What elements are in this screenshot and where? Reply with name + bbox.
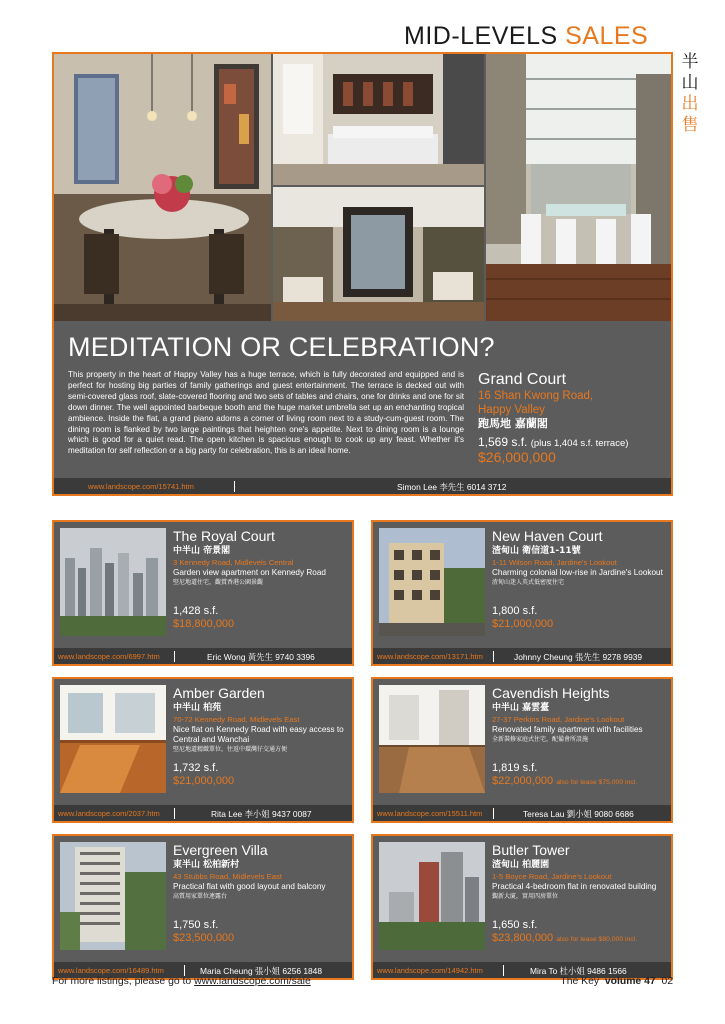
feature-headline: MEDITATION OR CELEBRATION? (68, 332, 495, 362)
listing-size: 1,650 s.f. (492, 919, 538, 931)
listing-agent: Eric Wong 黃先生 9740 3396 (207, 652, 315, 662)
feature-size-note: (plus 1,404 s.f. terrace) (530, 438, 629, 449)
feature-listing (52, 52, 673, 496)
listing-price-line (173, 932, 234, 944)
listing-price-line (492, 618, 553, 630)
footer-divider (174, 808, 175, 819)
listing-chinese-name: 中半山 嘉雲臺 (492, 703, 550, 713)
feature-size-line (478, 435, 663, 449)
listing-photo (60, 528, 166, 636)
listing-photo (379, 528, 485, 636)
publication-info (560, 976, 673, 987)
listing-name: Butler Tower (492, 842, 570, 858)
more-listings-note (52, 976, 311, 987)
listing-chinese-description: 覲新大廈，實用四房單位 (492, 893, 559, 900)
listing-url-link[interactable]: www.landscope.com/16489.htm (58, 966, 164, 975)
listing-url-link[interactable]: www.landscope.com/6997.htm (58, 652, 160, 661)
listing-name: New Haven Court (492, 528, 603, 544)
listing-photo (60, 685, 166, 793)
listing-footer-bar (373, 648, 671, 664)
listing-chinese-name: 渣甸山 柏麗園 (492, 860, 550, 870)
feature-name: Grand Court (478, 371, 567, 388)
listing-card (371, 834, 673, 980)
listing-agent: Mira To 杜小姐 9486 1566 (530, 966, 627, 976)
listing-url-link[interactable]: www.landscope.com/13171.htm (377, 652, 483, 661)
section-title-dark: MID-LEVELS (404, 22, 558, 50)
listing-card (371, 677, 673, 823)
listing-price: $21,000,000 (492, 618, 554, 630)
section-title (404, 22, 648, 51)
listing-address: 27-37 Perkins Road, Jardine's Lookout (492, 715, 625, 724)
more-listings-text: For more listings, please go to (52, 976, 192, 987)
listing-address: 3 Kennedy Road, Midlevels Central (173, 558, 294, 567)
listing-chinese-description: 堅尼地道住宅，觀賞香港公園景觀 (173, 579, 264, 586)
listing-chinese-description: 渣甸山迷人英式低密度住宅 (492, 579, 565, 586)
side-chinese-title (679, 52, 701, 136)
listing-size: 1,819 s.f. (492, 762, 538, 774)
section-title-orange: SALES (565, 22, 649, 50)
listing-info (492, 528, 672, 588)
listing-card (52, 677, 354, 823)
listing-info (173, 842, 353, 902)
listing-card (52, 520, 354, 666)
listing-chinese-name: 中半山 帝景閣 (173, 546, 231, 556)
listing-agent: Maria Cheung 張小姐 6256 1848 (200, 966, 322, 976)
listing-url-link[interactable]: www.landscope.com/15511.htm (377, 809, 483, 818)
listing-description: Charming colonial low-rise in Jardine's Lookout (492, 568, 663, 577)
listing-agent: Johnny Cheung 張先生 9278 9939 (514, 652, 643, 662)
listing-description: Practical 4-bedroom flat in renovated building (492, 882, 657, 891)
listing-card (52, 834, 354, 980)
listing-price-line (173, 618, 234, 630)
listing-description: Nice flat on Kennedy Road with easy access to Central and Wanchai (173, 725, 344, 744)
feature-address-line2: Happy Valley (478, 404, 545, 416)
listing-photo (379, 842, 485, 950)
listing-info (173, 528, 353, 588)
listing-footer-bar (373, 805, 671, 821)
listing-name: Cavendish Heights (492, 685, 610, 701)
feature-chinese-name: 跑馬地 嘉蘭閣 (478, 417, 548, 430)
listing-name: Amber Garden (173, 685, 265, 701)
listing-chinese-name: 渣甸山 衛信道1-11號 (492, 546, 581, 556)
feature-size: 1,569 s.f. (478, 435, 528, 449)
listing-size: 1,750 s.f. (173, 919, 219, 931)
listing-footer-bar (54, 648, 352, 664)
listing-chinese-description: 堅尼地道精緻單位，往返中環灣仔交通方便 (173, 746, 288, 753)
terrace-dining-photo (486, 54, 671, 321)
feature-agent: Simon Lee 李先生 6014 3712 (397, 482, 507, 492)
listing-price: $18,800,000 (173, 618, 235, 630)
listing-price-line (492, 775, 637, 787)
footer-divider (503, 965, 504, 976)
publication-name: The Key (560, 976, 600, 987)
listing-info (492, 685, 672, 745)
listing-price: $23,500,000 (173, 932, 235, 944)
listing-chinese-description: 高質用家單位連露台 (173, 893, 228, 900)
listing-chinese-name: 中半山 柏苑 (173, 703, 222, 713)
listing-address: 43 Stubbs Road, Midlevels East (173, 872, 282, 881)
listing-description: Practical flat with good layout and balcony (173, 882, 326, 891)
footer-divider (174, 651, 175, 662)
listing-footer-bar (54, 805, 352, 821)
listing-name: The Royal Court (173, 528, 275, 544)
feature-address-line1: 16 Shan Kwong Road, (478, 390, 594, 402)
listing-photo (379, 685, 485, 793)
feature-details (478, 370, 663, 466)
listing-size: 1,800 s.f. (492, 605, 538, 617)
listing-card (371, 520, 673, 666)
listing-chinese-name: 東半山 松柏新村 (173, 860, 240, 870)
page-number: 02 (661, 976, 673, 987)
feature-description: This property in the heart of Happy Valley has a huge terrace, which is fully decorated and equipped and is perfect for hosting big parties of family gatherings and guest entertainment. The terrace is decked out with semi-covered glass roof, slate-covered flooring and two sets of tables and chairs, one for drinks and one for sit down dinner. The well appointed barbeque booth and the huge market umbrella set up an enchanting tropical ambience. Inside the flat, a grand piano adorns a corner of living room next to a study-cum-guest room. The dining room is flanked by two large paintings that heighten one's appetite. Next to dining room is a lounge which is good for a quiet read. The open kitchen is spacious enough to cook up any feast. Whether it's meditation for self reflection or a big party for celebration, this is an ideal home. (68, 370, 464, 456)
listing-price-line (173, 775, 234, 787)
listing-lease-note: also for lease $80,000 incl. (556, 936, 638, 943)
footer-divider (184, 965, 185, 976)
listing-chinese-description: 全新裝修家庭式住宅，配備會所設施 (492, 736, 589, 743)
listing-name: Evergreen Villa (173, 842, 268, 858)
listing-lease-note: also for lease $75,000 incl. (556, 779, 638, 786)
feature-url-link[interactable]: www.landscope.com/15741.htm (88, 482, 194, 491)
feature-footer-bar (54, 478, 671, 494)
footer-divider (493, 808, 494, 819)
listing-price: $21,000,000 (173, 775, 235, 787)
listing-size: 1,428 s.f. (173, 605, 219, 617)
feature-price: $26,000,000 (478, 449, 556, 465)
listing-address: 70-72 Kennedy Road, Midlevels East (173, 715, 300, 724)
listing-price-line (492, 932, 637, 944)
listing-price: $23,800,000 (492, 932, 554, 944)
listing-info (492, 842, 672, 902)
footer-divider (234, 481, 235, 492)
side-chinese-dark: 半山 (681, 52, 699, 93)
dining-room-photo (54, 54, 271, 321)
terrace-view-photo (273, 187, 484, 321)
footer-divider (493, 651, 494, 662)
listing-agent: Rita Lee 李小姐 9437 0087 (211, 809, 312, 819)
listing-info (173, 685, 353, 755)
listing-photo (60, 842, 166, 950)
listing-size: 1,732 s.f. (173, 762, 219, 774)
listing-address: 1-5 Boyce Road, Jardine's Lookout (492, 872, 612, 881)
listing-url-link[interactable]: www.landscope.com/14942.htm (377, 966, 483, 975)
listing-address: 1-11 Wilson Road, Jardine's Lookout (492, 558, 617, 567)
listing-description: Garden view apartment on Kennedy Road (173, 568, 326, 577)
publication-volume: volume 47 (604, 976, 656, 987)
listing-url-link[interactable]: www.landscope.com/2037.htm (58, 809, 160, 818)
listing-price: $22,000,000 (492, 775, 554, 787)
listing-description: Renovated family apartment with facilities (492, 725, 643, 734)
living-room-photo (273, 54, 484, 185)
side-chinese-orange: 出售 (681, 94, 699, 135)
more-listings-link[interactable]: www.landscope.com/sale (194, 976, 311, 987)
listing-agent: Teresa Lau 劉小姐 9080 6686 (523, 809, 634, 819)
